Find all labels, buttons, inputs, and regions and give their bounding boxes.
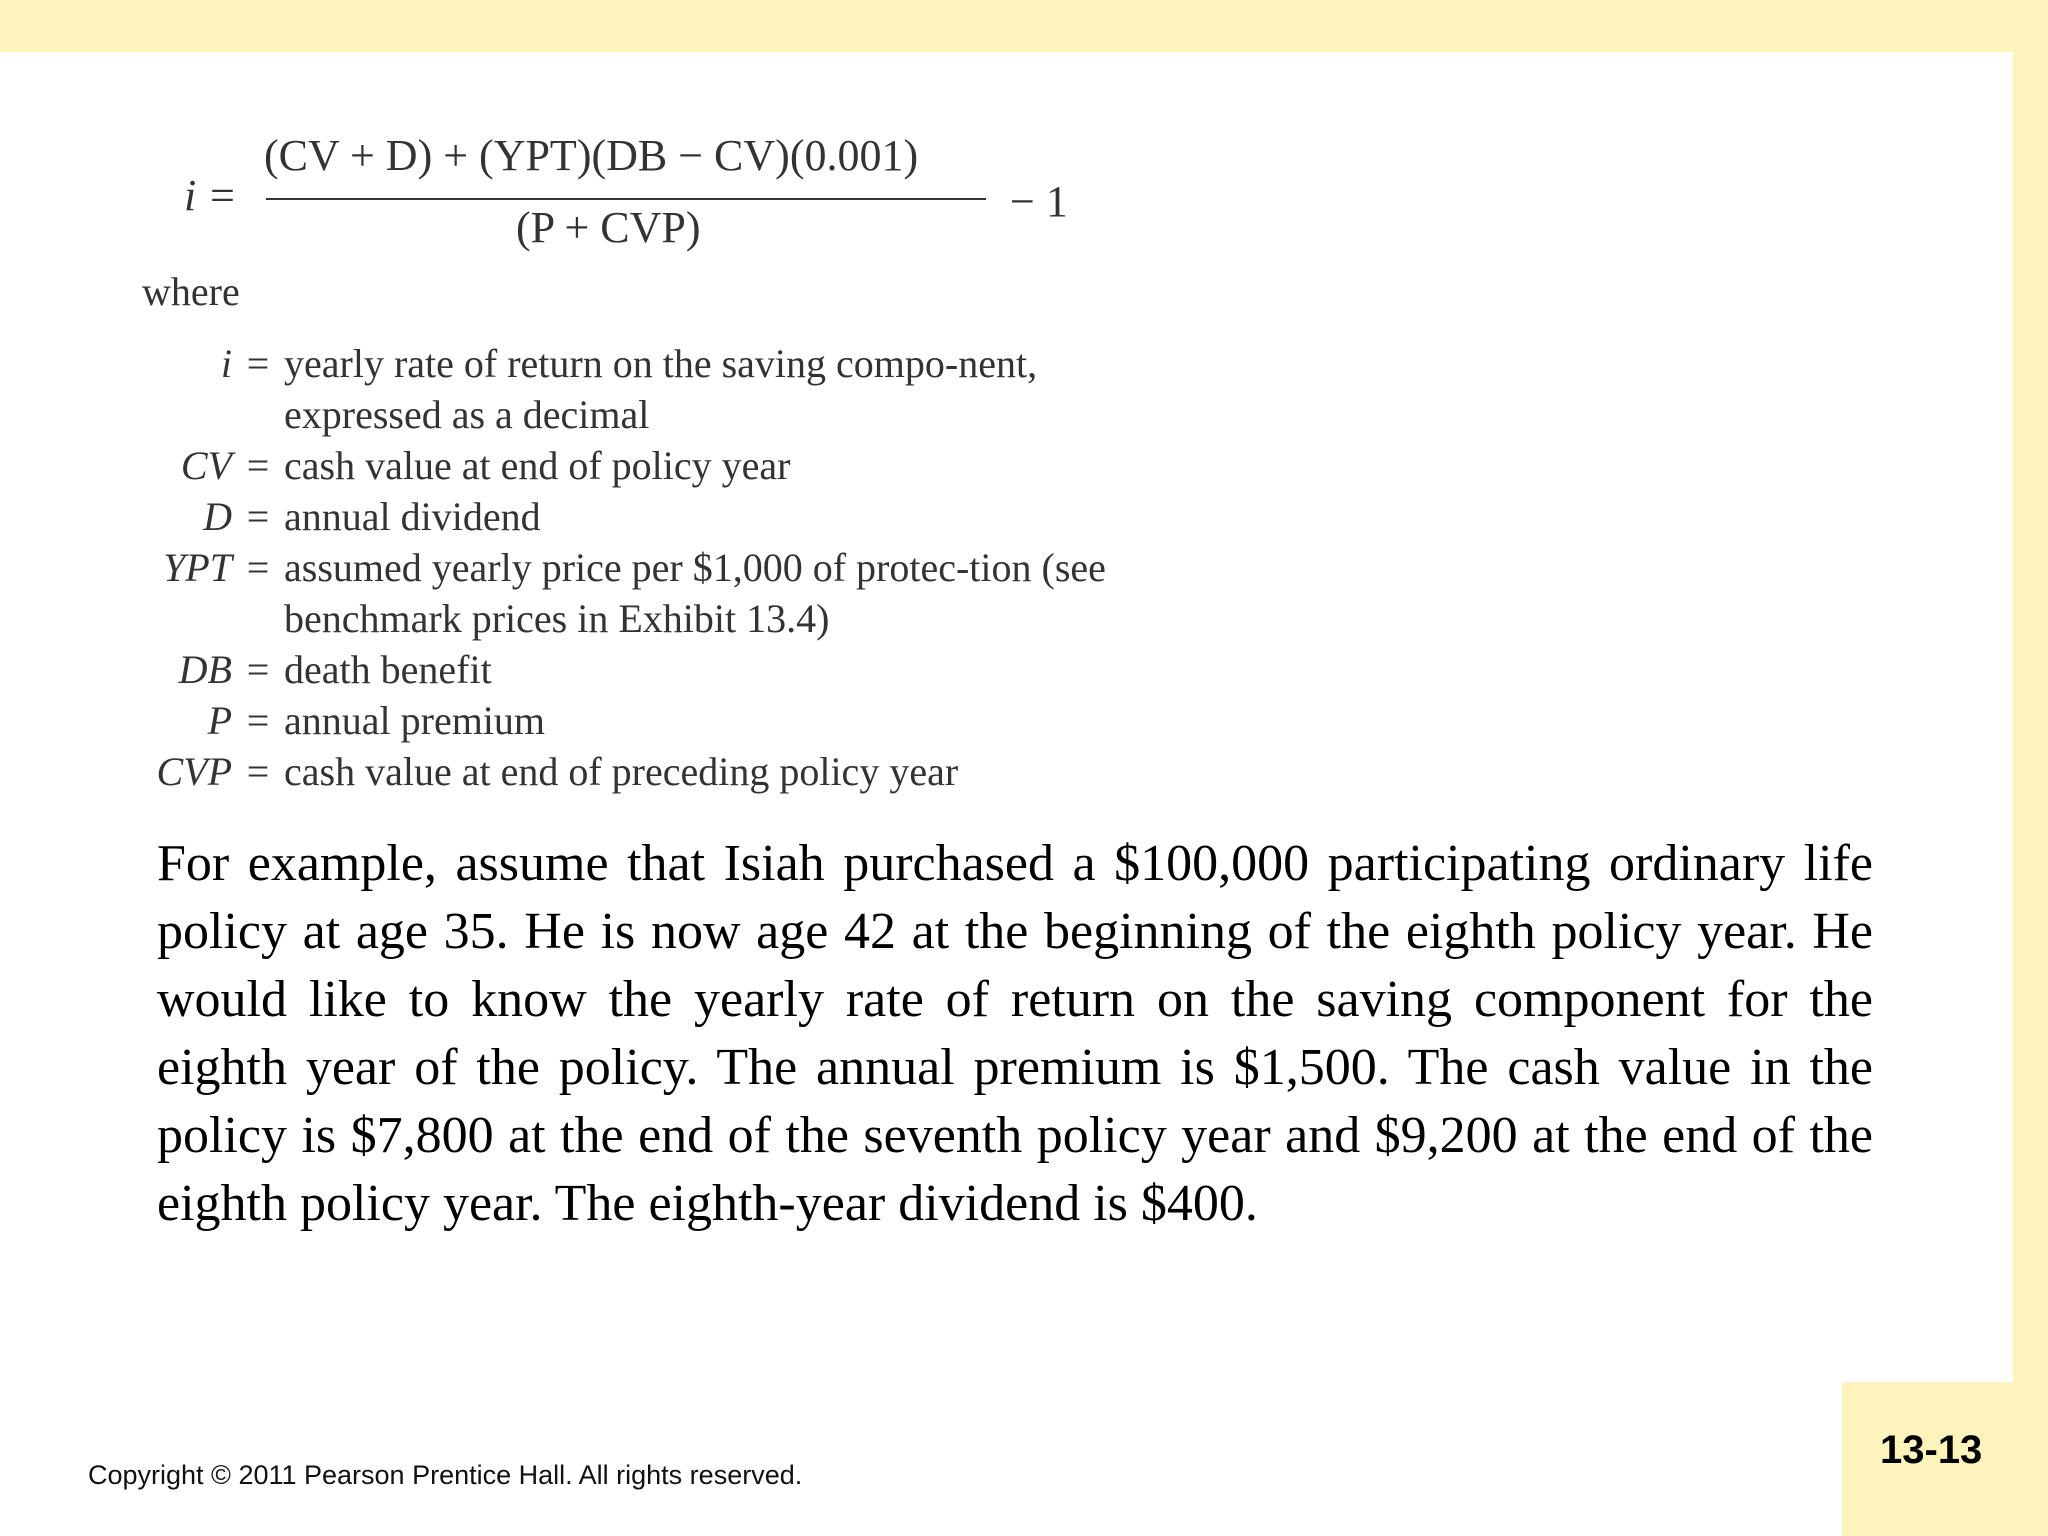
formula-denominator: (P + CVP) (516, 203, 701, 252)
formula-image (142, 118, 1132, 808)
variable-definitions (142, 338, 1132, 797)
fraction-bar (266, 198, 986, 200)
right-accent-band (2013, 0, 2048, 1536)
definition-equals: = (246, 545, 270, 590)
definition-item (142, 746, 1132, 797)
definition-symbol: DB (178, 647, 232, 692)
top-accent-band (0, 0, 2048, 52)
definition-symbol: D (203, 494, 232, 539)
slide-number: 13-13 (1880, 1428, 1983, 1472)
definition-equals: = (246, 341, 270, 386)
definition-text: annual premium (284, 698, 546, 743)
definition-text: yearly rate of return on the saving compo-nent, expressed as a decimal (284, 341, 1038, 437)
definition-symbol: YPT (163, 545, 232, 590)
definition-item (142, 491, 1132, 542)
definition-text: cash value at end of preceding policy year (284, 749, 959, 794)
definition-text: annual dividend (284, 494, 541, 539)
definition-symbol: P (207, 698, 232, 743)
definition-equals: = (246, 749, 270, 794)
definition-symbol: CVP (156, 749, 232, 794)
copyright-notice: Copyright © 2011 Pearson Prentice Hall. All rights reserved. (88, 1460, 803, 1490)
definition-text: death benefit (284, 647, 492, 692)
definition-equals: = (246, 494, 270, 539)
example-paragraph: For example, assume that Isiah purchased a $100,000 participating ordinary life policy at age 35. He is now age 42 at the beginning of the eighth policy year. He would like to know the yearly rate of return on the saving component for the eighth year of the policy. The annual premium is $1,500. The cash value in the policy is $7,800 at the end of the seventh policy year and $9,200 at the end of the eighth policy year. The eighth-year dividend is $400. (157, 835, 1873, 1232)
definition-equals: = (246, 443, 270, 488)
definition-equals: = (246, 698, 270, 743)
formula-rhs: − 1 (1010, 177, 1068, 226)
definition-symbol: CV (180, 443, 232, 488)
formula-equals: = (207, 171, 237, 220)
definition-item (142, 440, 1132, 491)
formula-numerator: (CV + D) + (YPT)(DB − CV)(0.001) (264, 131, 919, 180)
definition-item (142, 644, 1132, 695)
definition-item (142, 695, 1132, 746)
definition-text: assumed yearly price per $1,000 of protec-tion (see benchmark prices in Exhibit 13.4) (284, 545, 1106, 641)
rate-of-return-formula (184, 130, 1144, 260)
definition-text: cash value at end of policy year (284, 443, 791, 488)
definition-equals: = (246, 647, 270, 692)
where-label: where (142, 269, 240, 314)
definition-item (142, 542, 1132, 644)
definition-symbol: i (220, 341, 232, 386)
formula-lhs: i (184, 171, 197, 220)
definition-item (142, 338, 1132, 440)
